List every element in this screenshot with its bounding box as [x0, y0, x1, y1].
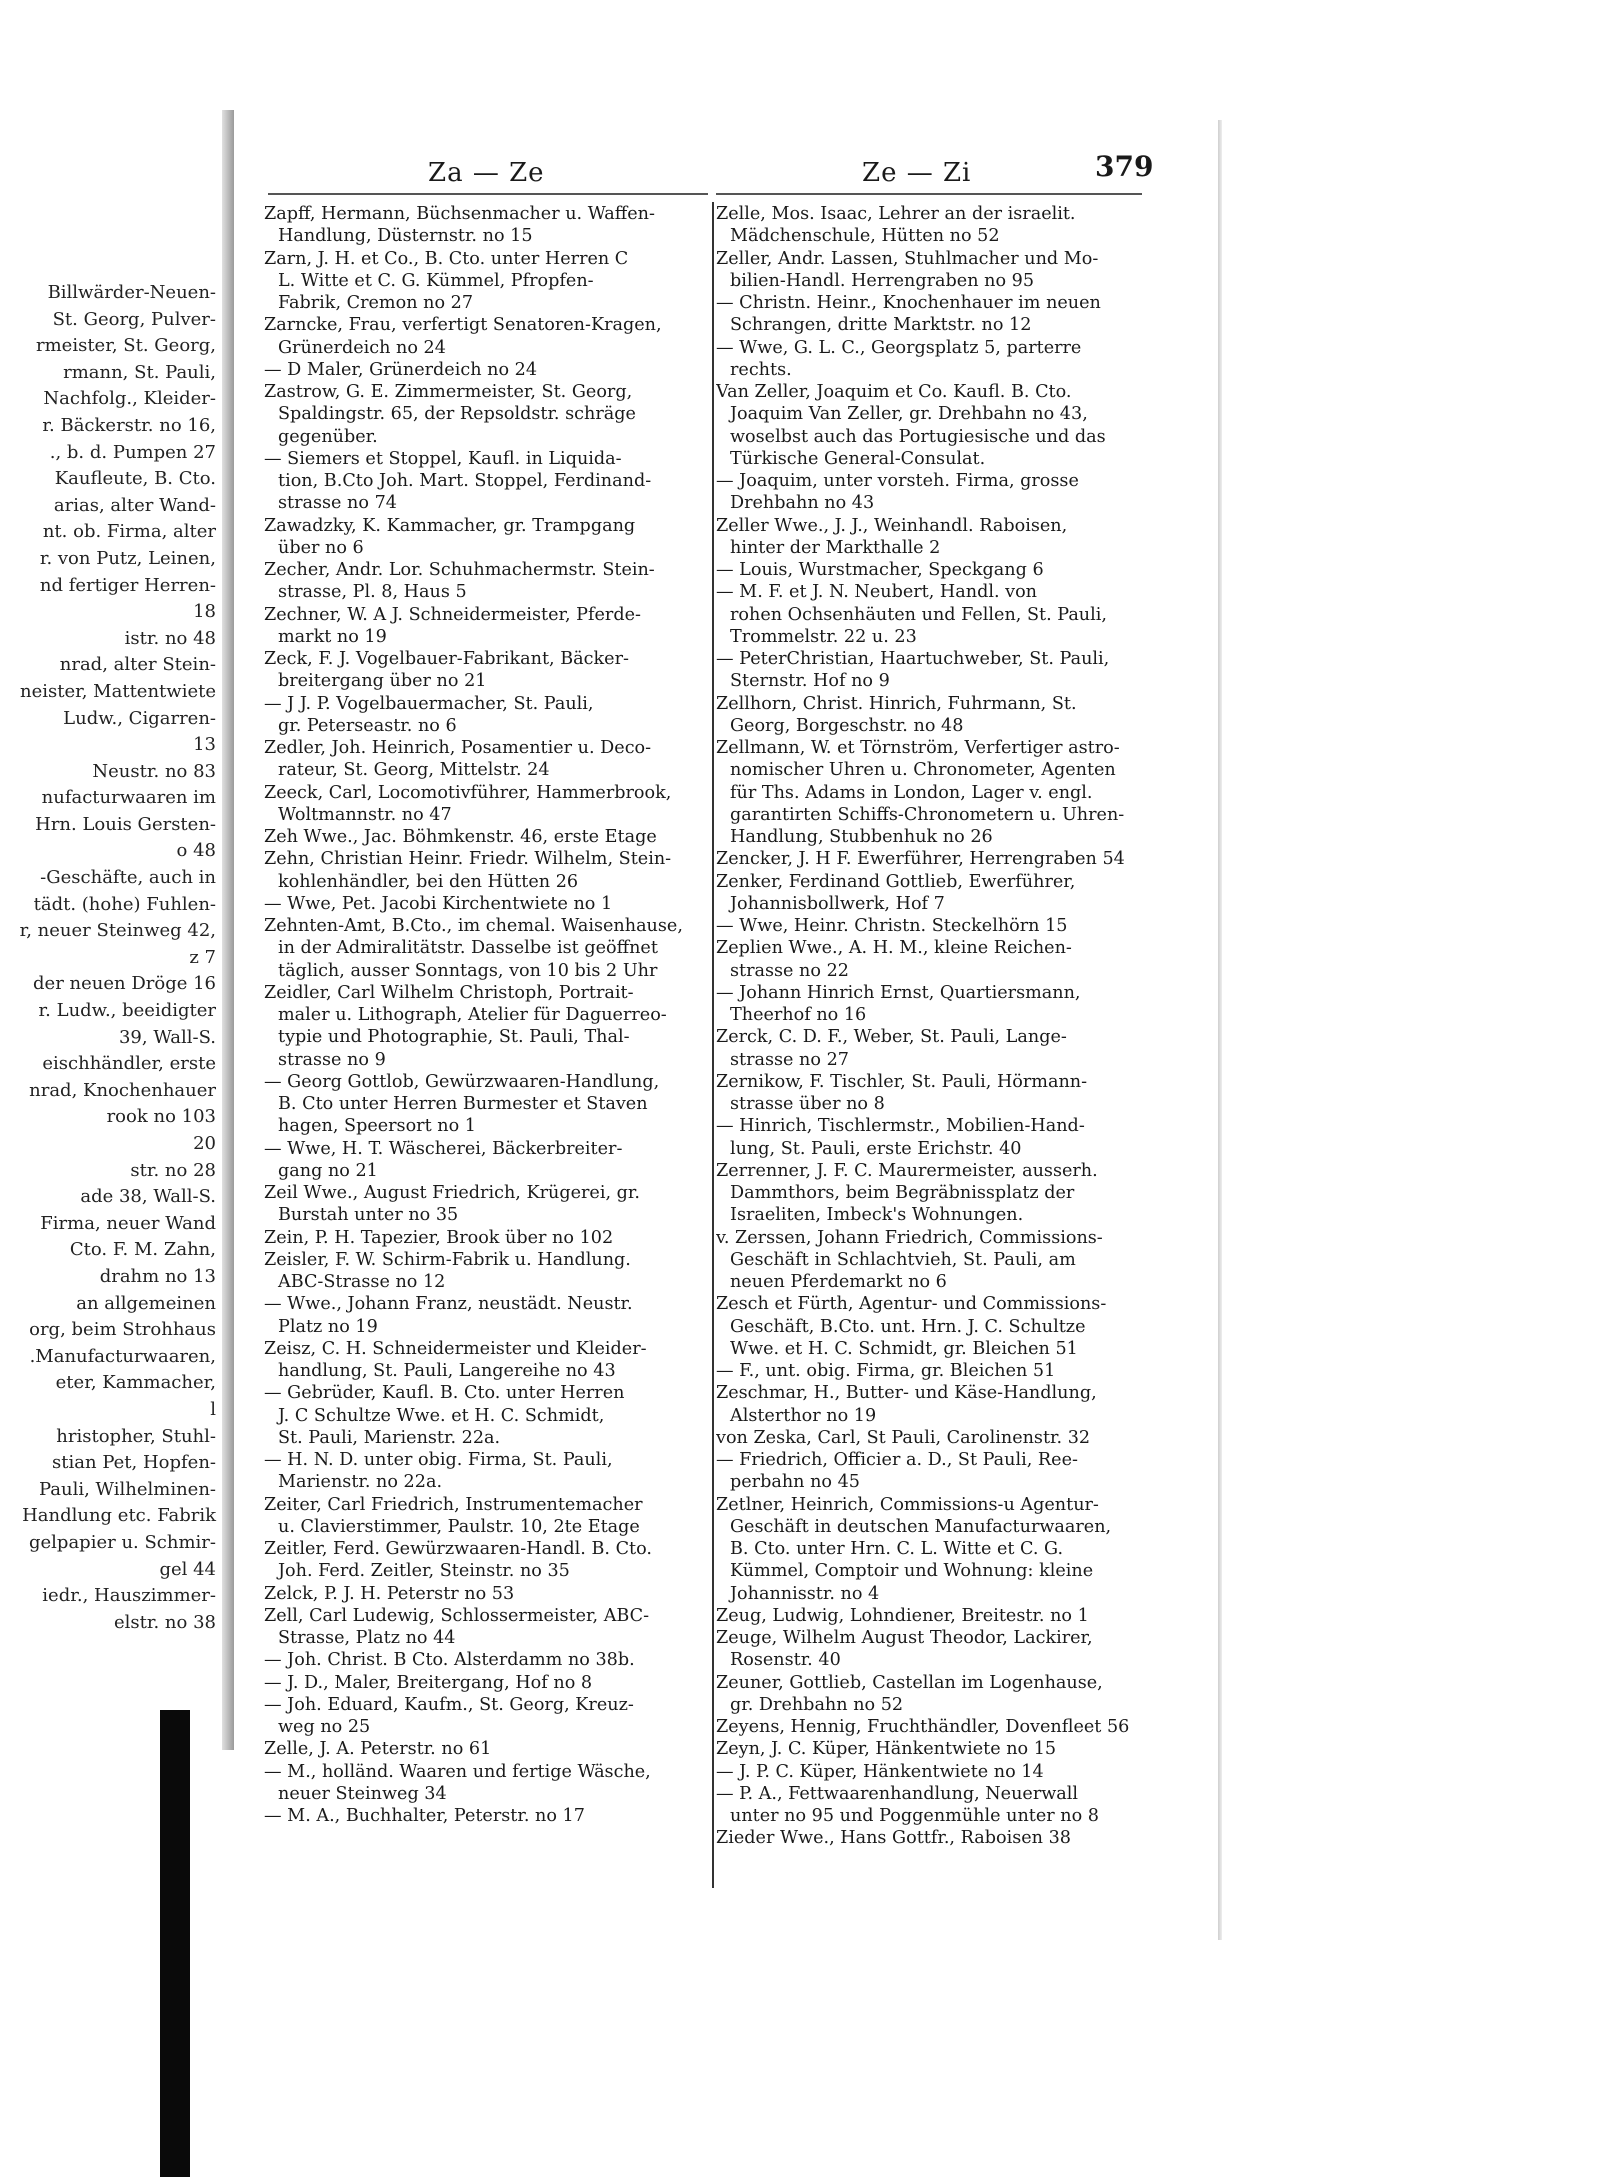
- fragment-line: elstr. no 38: [113, 1611, 216, 1633]
- entry-line: L. Witte et C. G. Kümmel, Pfropfen-: [278, 270, 594, 291]
- entry-line: — M. F. et J. N. Neubert, Handl. von: [716, 582, 1038, 603]
- entry-line: Zechner, W. A J. Schneidermeister, Pferde-: [264, 604, 641, 625]
- fragment-line: Kaufleute, B. Cto.: [54, 468, 216, 490]
- entry-line: Zeidler, Carl Wilhelm Christoph, Portrait-: [264, 982, 634, 1003]
- entry-line: gegenüber.: [278, 426, 378, 447]
- fragment-line: str. no 28: [130, 1159, 216, 1181]
- entry-line: Türkische General-Consulat.: [730, 448, 986, 469]
- entry-line: rohen Ochsenhäuten und Fellen, St. Pauli,: [730, 604, 1107, 625]
- entry-line: Drehbahn no 43: [730, 493, 875, 514]
- entry-line: handlung, St. Pauli, Langereihe no 43: [278, 1361, 616, 1381]
- entry-line: Zeller Wwe., J. J., Weinhandl. Raboisen,: [716, 515, 1068, 536]
- entry-line: Zapff, Hermann, Büchsenmacher u. Waffen-: [264, 204, 655, 224]
- fragment-line: z 7: [189, 946, 216, 968]
- entry-line: Theerhof no 16: [730, 1005, 867, 1025]
- entry-line: Zeil Wwe., August Friedrich, Krügerei, gr.: [264, 1183, 640, 1203]
- fragment-line: drahm no 13: [99, 1265, 216, 1287]
- fragment-line: 39, Wall-S.: [118, 1026, 216, 1048]
- entry-line: nomischer Uhren u. Chronometer, Agenten: [730, 760, 1116, 781]
- entry-line: — J. D., Maler, Breitergang, Hof no 8: [264, 1672, 593, 1693]
- entry-line: — M. A., Buchhalter, Peterstr. no 17: [264, 1806, 585, 1826]
- entry-line: B. Cto unter Herren Burmester et Staven: [278, 1094, 648, 1114]
- entry-line: Strasse, Platz no 44: [278, 1628, 456, 1648]
- entry-line: gang no 21: [278, 1160, 378, 1181]
- entry-line: markt no 19: [278, 626, 387, 647]
- fragment-line: 13: [193, 734, 216, 756]
- fragment-line: stian Pet, Hopfen-: [52, 1452, 216, 1474]
- entry-line: — Siemers et Stoppel, Kaufl. in Liquida-: [264, 448, 622, 469]
- fragment-line: l: [210, 1398, 216, 1420]
- left-running-head: Za — Ze: [428, 158, 545, 188]
- fragment-line: org, beim Strohhaus: [29, 1319, 216, 1341]
- entry-line: Joaquim Van Zeller, gr. Drehbahn no 43,: [730, 404, 1088, 425]
- fragment-line: 18: [193, 601, 216, 623]
- entry-line: Zieder Wwe., Hans Gottfr., Raboisen 38: [716, 1828, 1071, 1849]
- page-number: 379: [1095, 150, 1154, 183]
- entry-line: — H. N. D. unter obig. Firma, St. Pauli,: [264, 1450, 613, 1470]
- entry-line: Johannisbollwerk, Hof 7: [730, 893, 945, 914]
- column-rule: [712, 202, 714, 1888]
- entry-line: — Wwe, Heinr. Christn. Steckelhörn 15: [716, 916, 1068, 936]
- entry-line: Georg, Borgeschstr. no 48: [730, 715, 964, 736]
- entry-line: — Wwe., Johann Franz, neustädt. Neustr.: [264, 1294, 633, 1315]
- entry-line: Woltmannstr. no 47: [278, 804, 452, 825]
- entry-line: Zeh Wwe., Jac. Böhmkenstr. 46, erste Etage: [264, 827, 657, 847]
- entry-line: Zeck, F. J. Vogelbauer-Fabrikant, Bäcker-: [264, 649, 629, 669]
- fragment-line: istr. no 48: [124, 627, 216, 649]
- fragment-line: Firma, neuer Wand: [40, 1212, 216, 1234]
- entry-line: garantirten Schiffs-Chronometern u. Uhren-: [730, 804, 1125, 825]
- entry-line: über no 6: [278, 537, 364, 558]
- left-column: [264, 203, 710, 1827]
- entry-line: perbahn no 45: [730, 1472, 860, 1493]
- fragment-line: 20: [193, 1133, 216, 1154]
- entry-line: gr. Drehbahn no 52: [730, 1694, 904, 1715]
- fragment-line: Handlung etc. Fabrik: [22, 1505, 216, 1527]
- entry-line: — Louis, Wurstmacher, Speckgang 6: [716, 560, 1044, 580]
- entry-line: Zeschmar, H., Butter- und Käse-Handlung,: [716, 1383, 1097, 1404]
- fragment-line: Pauli, Wilhelminen-: [38, 1478, 216, 1500]
- entry-line: — Joaquim, unter vorsteh. Firma, grosse: [716, 471, 1079, 491]
- entry-line: strasse no 27: [730, 1049, 849, 1070]
- entry-line: Fabrik, Cremon no 27: [278, 293, 474, 313]
- entry-line: — Christn. Heinr., Knochenhauer im neuen: [716, 293, 1101, 313]
- entry-line: Zellhorn, Christ. Hinrich, Fuhrmann, St.: [716, 693, 1077, 714]
- entry-line: Handlung, Düsternstr. no 15: [278, 226, 533, 247]
- entry-line: — Wwe, G. L. C., Georgsplatz 5, parterre: [716, 337, 1082, 358]
- entry-line: Schrangen, dritte Marktstr. no 12: [730, 315, 1032, 336]
- entry-line: von Zeska, Carl, St Pauli, Carolinenstr. 32: [716, 1427, 1091, 1448]
- entry-line: Zeyn, J. C. Küper, Hänkentwiete no 15: [716, 1739, 1057, 1760]
- entry-line: — PeterChristian, Haartuchweber, St. Pauli,: [716, 649, 1110, 669]
- entry-line: Handlung, Stubbenhuk no 26: [730, 827, 993, 847]
- entry-line: Zeuner, Gottlieb, Castellan im Logenhause,: [716, 1672, 1103, 1693]
- fragment-line: neister, Mattentwiete: [19, 680, 216, 702]
- entry-line: für Ths. Adams in London, Lager v. engl.: [730, 782, 1093, 803]
- entry-line: strasse no 74: [278, 493, 397, 514]
- fragment-line: Cto. F. M. Zahn,: [69, 1239, 216, 1261]
- entry-line: strasse, Pl. 8, Haus 5: [278, 582, 467, 603]
- fragment-line: Neustr. no 83: [92, 760, 216, 782]
- entry-line: — M., holländ. Waaren und fertige Wäsche,: [264, 1761, 651, 1782]
- entry-line: — J J. P. Vogelbauermacher, St. Pauli,: [264, 693, 594, 714]
- left-header-rule: [268, 193, 708, 195]
- fragment-line: der neuen Dröge 16: [33, 973, 216, 995]
- fragment-line: hristopher, Stuhl-: [56, 1425, 216, 1447]
- entry-line: Zehn, Christian Heinr. Friedr. Wilhelm, Stein-: [264, 849, 672, 870]
- entry-line: Zelck, P. J. H. Peterstr no 53: [264, 1583, 515, 1604]
- entry-line: — Joh. Eduard, Kaufm., St. Georg, Kreuz-: [264, 1694, 634, 1715]
- entry-line: v. Zerssen, Johann Friedrich, Commissions-: [716, 1227, 1103, 1248]
- entry-line: breitergang über no 21: [278, 671, 487, 692]
- entry-line: lung, St. Pauli, erste Erichstr. 40: [730, 1138, 1022, 1159]
- entry-line: Zarn, J. H. et Co., B. Cto. unter Herren C: [264, 248, 629, 269]
- entry-line: Zein, P. H. Tapezier, Brook über no 102: [264, 1227, 614, 1248]
- fragment-line: St. Georg, Pulver-: [52, 308, 216, 330]
- entry-line: strasse über no 8: [730, 1094, 885, 1114]
- entry-line: maler u. Lithograph, Atelier für Daguerreo-: [278, 1005, 667, 1025]
- fragment-line: r. von Putz, Leinen,: [39, 547, 216, 569]
- entry-line: Zell, Carl Ludewig, Schlossermeister, ABC-: [264, 1605, 650, 1626]
- fragment-line: eter, Kammacher,: [55, 1372, 216, 1394]
- entry-line: Zeitler, Ferd. Gewürzwaaren-Handl. B. Cto.: [264, 1539, 652, 1559]
- entry-line: Zeiter, Carl Friedrich, Instrumentemacher: [264, 1494, 643, 1515]
- entry-line: hinter der Markthalle 2: [730, 537, 941, 558]
- entry-line: Zeplien Wwe., A. H. M., kleine Reichen-: [716, 938, 1072, 959]
- entry-line: tion, B.Cto Joh. Mart. Stoppel, Ferdinand-: [278, 471, 652, 491]
- entry-line: Rosenstr. 40: [730, 1650, 841, 1671]
- fragment-line: nufacturwaaren im: [41, 787, 216, 809]
- entry-line: Israeliten, Imbeck's Wohnungen.: [730, 1205, 1024, 1226]
- fragment-line: nrad, Knochenhauer: [29, 1079, 216, 1101]
- entry-line: Zawadzky, K. Kammacher, gr. Trampgang: [264, 515, 636, 536]
- entry-line: u. Clavierstimmer, Paulstr. 10, 2te Etage: [278, 1516, 640, 1537]
- entry-line: Wwe. et H. C. Schmidt, gr. Bleichen 51: [730, 1338, 1078, 1359]
- entry-line: St. Pauli, Marienstr. 22a.: [278, 1427, 501, 1448]
- entry-line: neuer Steinweg 34: [278, 1783, 447, 1804]
- entry-line: ABC-Strasse no 12: [278, 1272, 446, 1292]
- entry-line: Zecher, Andr. Lor. Schuhmachermstr. Stein-: [264, 560, 655, 580]
- entry-line: — D Maler, Grünerdeich no 24: [264, 359, 538, 380]
- fragment-line: nt. ob. Firma, alter: [42, 521, 216, 543]
- entry-line: typie und Photographie, St. Pauli, Thal-: [278, 1027, 630, 1048]
- entry-line: Kümmel, Comptoir und Wohnung: kleine: [730, 1561, 1094, 1582]
- entry-line: bilien-Handl. Herrengraben no 95: [730, 270, 1035, 291]
- fragment-line: ade 38, Wall-S.: [80, 1186, 216, 1208]
- entry-line: — Joh. Christ. B Cto. Alsterdamm no 38b.: [264, 1650, 635, 1671]
- left-page-fragment: [0, 280, 220, 1636]
- entry-line: Burstah unter no 35: [278, 1205, 459, 1226]
- fragment-line: Billwärder-Neuen-: [47, 282, 216, 303]
- entry-line: — Friedrich, Officier a. D., St Pauli, Ree-: [716, 1450, 1078, 1470]
- fragment-line: rmeister, St. Georg,: [36, 335, 216, 357]
- fragment-line: r. Ludw., beeidigter: [38, 1000, 216, 1022]
- entry-line: in der Admiralitätstr. Dasselbe ist geöffnet: [278, 938, 658, 959]
- fragment-line: rook no 103: [106, 1106, 216, 1128]
- fragment-line: r. Bäckerstr. no 16,: [42, 414, 216, 436]
- entry-line: Spaldingstr. 65, der Repsoldstr. schräge: [278, 404, 636, 425]
- entry-line: J. C Schultze Wwe. et H. C. Schmidt,: [278, 1405, 605, 1426]
- entry-line: Geschäft, B.Cto. unt. Hrn. J. C. Schultze: [730, 1316, 1086, 1337]
- entry-line: Zerrenner, J. F. C. Maurermeister, ausserh.: [716, 1160, 1098, 1181]
- fragment-line: .Manufacturwaaren,: [29, 1345, 216, 1367]
- entry-line: Joh. Ferd. Zeitler, Steinstr. no 35: [278, 1561, 570, 1582]
- fragment-line: an allgemeinen: [76, 1292, 216, 1314]
- entry-line: Zeeck, Carl, Locomotivführer, Hammerbrook,: [264, 782, 672, 803]
- entry-line: Marienstr. no 22a.: [278, 1472, 443, 1493]
- entry-line: rechts.: [730, 359, 792, 380]
- entry-line: Zehnten-Amt, B.Cto., im chemal. Waisenhause,: [264, 916, 683, 936]
- entry-line: B. Cto. unter Hrn. C. L. Witte et C. G.: [730, 1539, 1064, 1559]
- fragment-line: r, neuer Steinweg 42,: [19, 920, 216, 942]
- fragment-line: tädt. (hohe) Fuhlen-: [33, 893, 216, 915]
- entry-line: Dammthors, beim Begräbnissplatz der: [730, 1183, 1075, 1203]
- entry-line: kohlenhändler, bei den Hütten 26: [278, 871, 579, 892]
- fragment-line: nd fertiger Herren-: [39, 574, 216, 596]
- entry-line: Zeuge, Wilhelm August Theodor, Lackirer,: [716, 1628, 1093, 1648]
- entry-line: — Wwe, H. T. Wäscherei, Bäckerbreiter-: [264, 1138, 623, 1159]
- right-column: [716, 203, 1200, 1850]
- right-running-head: Ze — Zi: [862, 158, 972, 188]
- fragment-line: Nachfolg., Kleider-: [43, 388, 216, 410]
- entry-line: — F., unt. obig. Firma, gr. Bleichen 51: [716, 1361, 1056, 1381]
- fragment-line: gelpapier u. Schmir-: [29, 1531, 216, 1553]
- entry-line: — J. P. C. Küper, Hänkentwiete no 14: [716, 1761, 1044, 1782]
- entry-line: Mädchenschule, Hütten no 52: [730, 226, 1000, 247]
- fragment-line: ., b. d. Pumpen 27: [49, 441, 216, 463]
- entry-line: Zeisz, C. H. Schneidermeister und Kleider-: [264, 1338, 647, 1359]
- entry-line: strasse no 9: [278, 1049, 386, 1070]
- entry-line: Platz no 19: [278, 1316, 378, 1337]
- entry-line: Alsterthor no 19: [730, 1405, 877, 1426]
- fragment-line: gel 44: [159, 1558, 216, 1580]
- fragment-line: eischhändler, erste: [42, 1053, 216, 1075]
- entry-line: Zelle, J. A. Peterstr. no 61: [264, 1739, 492, 1760]
- entry-line: neuen Pferdemarkt no 6: [730, 1272, 947, 1292]
- entry-line: — Johann Hinrich Ernst, Quartiersmann,: [716, 982, 1081, 1003]
- entry-line: unter no 95 und Poggenmühle unter no 8: [730, 1806, 1099, 1826]
- entry-line: Sternstr. Hof no 9: [730, 671, 890, 692]
- entry-line: Van Zeller, Joaquim et Co. Kaufl. B. Cto.: [716, 382, 1072, 402]
- entry-line: weg no 25: [278, 1717, 371, 1737]
- entry-line: — Georg Gottlob, Gewürzwaaren-Handlung,: [264, 1071, 660, 1092]
- entry-line: Zesch et Fürth, Agentur- und Commissions-: [716, 1294, 1107, 1315]
- entry-line: täglich, ausser Sonntags, von 10 bis 2 Uhr: [278, 960, 658, 981]
- entry-line: Zarncke, Frau, verfertigt Senatoren-Kragen,: [264, 315, 662, 336]
- entry-line: gr. Peterseastr. no 6: [278, 715, 457, 736]
- entry-line: Zenker, Ferdinand Gottlieb, Ewerführer,: [716, 871, 1076, 892]
- entry-line: strasse no 22: [730, 960, 849, 981]
- entry-line: Johannisstr. no 4: [730, 1583, 880, 1604]
- entry-line: — Wwe, Pet. Jacobi Kirchentwiete no 1: [264, 893, 613, 914]
- entry-line: — Gebrüder, Kaufl. B. Cto. unter Herren: [264, 1383, 625, 1404]
- fragment-line: -Geschäfte, auch in: [40, 867, 216, 889]
- entry-line: Zetlner, Heinrich, Commissions-u Agentur-: [716, 1494, 1099, 1515]
- entry-line: — P. A., Fettwaarenhandlung, Neuerwall: [716, 1783, 1079, 1804]
- fragment-line: rmann, St. Pauli,: [63, 361, 216, 383]
- entry-line: Geschäft in Schlachtvieh, St. Pauli, am: [730, 1249, 1076, 1270]
- fragment-line: arias, alter Wand-: [53, 494, 216, 516]
- entry-line: woselbst auch das Portugiesische und das: [730, 426, 1106, 447]
- entry-line: Zernikow, F. Tischler, St. Pauli, Hörmann-: [716, 1071, 1088, 1092]
- entry-line: hagen, Speersort no 1: [278, 1116, 476, 1137]
- entry-line: Zeyens, Hennig, Fruchthändler, Dovenfleet 56: [716, 1717, 1130, 1737]
- entry-line: Zerck, C. D. F., Weber, St. Pauli, Lange-: [716, 1027, 1067, 1048]
- entry-line: Zedler, Joh. Heinrich, Posamentier u. Deco-: [264, 738, 652, 758]
- fragment-line: nrad, alter Stein-: [59, 654, 216, 676]
- entry-line: Grünerdeich no 24: [278, 337, 446, 358]
- entry-line: Trommelstr. 22 u. 23: [730, 626, 917, 647]
- entry-line: rateur, St. Georg, Mittelstr. 24: [278, 760, 550, 781]
- entry-line: Zeller, Andr. Lassen, Stuhlmacher und Mo-: [716, 248, 1099, 269]
- entry-line: Zeug, Ludwig, Lohndiener, Breitestr. no 1: [716, 1605, 1089, 1626]
- entry-line: — Hinrich, Tischlermstr., Mobilien-Hand-: [716, 1116, 1085, 1137]
- fragment-line: o 48: [176, 840, 216, 862]
- fragment-line: Ludw., Cigarren-: [63, 707, 216, 729]
- fragment-line: Hrn. Louis Gersten-: [35, 813, 216, 835]
- entry-line: Zencker, J. H F. Ewerführer, Herrengraben 54: [716, 849, 1125, 870]
- binding-bar: [160, 1710, 190, 2177]
- entry-line: Geschäft in deutschen Manufacturwaaren,: [730, 1516, 1112, 1537]
- page-edge: [1218, 120, 1222, 1940]
- fragment-line: iedr., Hauszimmer-: [42, 1585, 216, 1607]
- right-header-rule: [716, 193, 1142, 195]
- entry-line: Zelle, Mos. Isaac, Lehrer an der israelit.: [716, 204, 1076, 224]
- entry-line: Zastrow, G. E. Zimmermeister, St. Georg,: [264, 382, 633, 402]
- entry-line: Zeisler, F. W. Schirm-Fabrik u. Handlung.: [264, 1249, 631, 1270]
- binding-gutter-shadow: [222, 110, 234, 1750]
- entry-line: Zellmann, W. et Törnström, Verfertiger astro-: [716, 738, 1120, 758]
